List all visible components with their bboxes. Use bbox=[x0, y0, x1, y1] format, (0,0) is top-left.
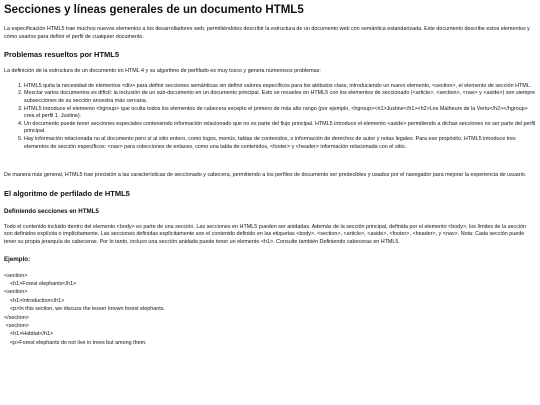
example-label: Ejemplo: bbox=[4, 255, 31, 263]
summary-paragraph: De manera más general, HTML5 trae precisión a las características de seccionado y cabecera, permitiendo a los perfiles de documento ser predecibles y usados por el navegador para mejorar la experiencia de usuario. bbox=[4, 172, 527, 179]
algorithm-heading: El algoritmo de perfilado de HTML5 bbox=[4, 188, 130, 198]
code-line: </section> bbox=[4, 314, 29, 321]
list-item: 5. Hay información relacionada no al documento pero sí al sitio entero, como logos, menús, tablas de contenidos, o información de derechos de autor y notas legales. Para ese propósito, HTML5 introduce tres elementos de sección específicos: <nav> para colecciones de enlaces, como una tabla de contenidos, <footer> y <header> información relacionada con el sitio. bbox=[24, 136, 536, 151]
sections-paragraph: Todo el contenido incluido dentro del elemento <body> es parte de una sección. Las secciones en HTML5 pueden ser anidadas. Además de la sección principal, definida por el elemento <body>, los límites de la sección son definidos explícita o implícitamente. Las secciones definidas explícitamente son el contenido definido en las etiquetas <body>, <section>, <article>, <aside>, <footer>, <header>, y <nav>. Nota: Cada sección puede tener su propia jerarquía de cabeceras. Por lo tanto, incluso una sección anidada puede tener un elemento <h1>. Consulte también Definiendo cabeceras en HTML5. bbox=[4, 223, 527, 245]
problems-heading: Problemas resueltos por HTML5 bbox=[4, 50, 120, 60]
code-line: <p>In this section, we discuss the lesser known forest elephants. bbox=[4, 306, 165, 313]
problems-list bbox=[4, 83, 536, 151]
sections-subheading: Definiendo secciones en HTML5 bbox=[4, 207, 99, 215]
code-line: <h1>Introduction</h1> bbox=[4, 297, 65, 304]
code-line: <p>Forest elephants do not live in trees but among them. bbox=[4, 339, 147, 346]
list-item: 3. HTML5 introduce el elemento <hgroup> que oculta todos los elementos de cabecera excepto el primero de más alto rango (por ejemplo, <hgroup><h1>Justine</h1><h2>Les Malheurs de la Vertu</h2></hgroup> crea el perfil 1. Justine). bbox=[24, 106, 536, 121]
list-item: 2. Mezclar varios documentos es difícil: la inclusión de un sub-documento en un documento principal. Esto se resuelve en HTML5 con los elementos de seccionado (<article>, <section>, <nav> y <aside>) son siempre subsecciones de su sección ancestra más cercana. bbox=[24, 90, 536, 105]
code-example bbox=[4, 272, 536, 348]
code-line: <h1>Habitat</h1> bbox=[4, 331, 54, 338]
problems-lead: La definición de la estructura de un documento en HTML 4 y su algoritmo de perfilado es muy tosco y genera numerosos problemas: bbox=[4, 68, 321, 75]
intro-paragraph: La especificación HTML5 trae muchos nuevos elementos a los desarrolladores web, permitiéndoles describir la estructura de un documento web con semántica estandarizada. Este documento describe estos elementos y cómo usarlos para definir el perfil de cualquier documento. bbox=[4, 26, 530, 40]
list-item: 4. Un documento puede tener secciones especiales conteniendo información relacionado que no es parte del flujo principal. HTML5 introduce el elemento <aside> permitiendo a dichas secciones no ser parte del perfil principal. bbox=[24, 121, 536, 136]
list-item: 1. HTML5 quita la necesidad de elementos <div> para definir secciones semánticas sin definir valores específicos para los atributos class, introduciendo un nuevo elemento, <section>, el elemento de sección HTML. bbox=[24, 83, 536, 91]
code-line: <section> bbox=[4, 289, 28, 296]
page-title: Secciones y líneas generales de un documento HTML5 bbox=[4, 4, 304, 16]
code-line: <section> bbox=[4, 322, 29, 329]
code-line: <h1>Forest elephants</h1> bbox=[4, 280, 77, 287]
code-line: <section> bbox=[4, 272, 28, 279]
